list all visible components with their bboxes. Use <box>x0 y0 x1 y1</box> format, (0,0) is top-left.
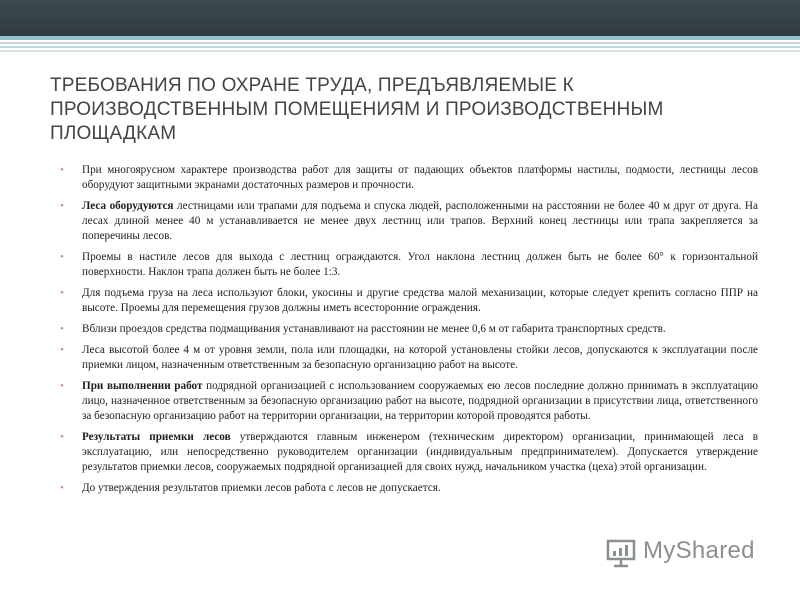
bullet-icon: • <box>60 164 64 176</box>
watermark-text: MyShared <box>643 537 755 564</box>
bullet-text: Проемы в настиле лесов для выхода с лестниц ограждаются. Угол наклона лестниц должен быть не более 60° к горизонтальной поверхности. Наклон трапа должен быть не более 1:3. <box>82 251 758 278</box>
header-bar <box>0 0 800 36</box>
bullet-bold-lead: Результаты приемки лесов <box>82 431 231 443</box>
stripe-accent <box>0 36 800 40</box>
list-item <box>58 430 758 475</box>
bullet-list <box>58 163 758 502</box>
bullet-bold-lead: Леса оборудуются <box>82 200 174 212</box>
bullet-icon: • <box>60 482 64 494</box>
stripe-light <box>0 42 800 44</box>
bullet-icon: • <box>60 431 64 443</box>
bullet-icon: • <box>60 251 64 263</box>
bullet-text: утверждаются главным инженером (техническим директором) организации, принимающей леса в эксплуатацию, или непосредственно руководителем организации (индивидуальным предпринимателем). Допускается утверждение результатов приемки лесов, сооружаемых подрядной организацией для своих нужд, начальником участка (цеха) этой организации. <box>82 431 758 473</box>
presentation-board-icon <box>605 537 637 569</box>
slide-title: ТРЕБОВАНИЯ ПО ОХРАНЕ ТРУДА, ПРЕДЪЯВЛЯЕМЫЕ К ПРОИЗВОДСТВЕННЫМ ПОМЕЩЕНИЯМ И ПРОИЗВОДСТВЕННЫМ ПЛОЩАДКАМ <box>50 75 664 144</box>
bullet-text: подрядной организацией с использованием сооружаемых ею лесов последние должно принимать в эксплуатацию лицо, назначенное ответственным за безопасную организацию работ на высоте, подрядной организации в присутствии лица, ответственного за безопасную организацию работ на территории организации, на территории которой проводятся работы. <box>82 380 758 422</box>
bullet-text: При многоярусном характере производства работ для защиты от падающих объектов платформы настилы, подмости, лестницы лесов оборудуют защитными экранами достаточных размеров и прочности. <box>82 164 758 191</box>
stripe-light <box>0 46 800 48</box>
bullet-icon: • <box>60 344 64 356</box>
bullet-icon: • <box>60 323 64 335</box>
list-item <box>58 163 758 193</box>
stripe-light <box>0 50 800 52</box>
bullet-icon: • <box>60 200 64 212</box>
bullet-text: Для подъема груза на леса используют блоки, укосины и другие средства малой механизации, которые следует крепить согласно ППР на высоте. Проемы для перемещения грузов должны иметь всесторонние ограждения. <box>82 287 758 314</box>
bullet-bold-lead: При выполнении работ <box>82 380 203 392</box>
bullet-text: лестницами или трапами для подъема и спуска людей, расположенными на расстоянии не более 40 м друг от друга. На лесах длиной менее 40 м устанавливается не менее двух лестниц или трапов. Верхний конец лестницы или трапа закрепляется за поперечины лесов. <box>82 200 758 242</box>
list-item <box>58 481 758 496</box>
bullet-icon: • <box>60 380 64 392</box>
header-stripes <box>0 36 800 58</box>
bullet-text: Леса высотой более 4 м от уровня земли, пола или площадки, на которой установлены стойки лесов, допускаются к эксплуатации после приемки лицом, назначенным ответственным за безопасную организацию работ на высоте. <box>82 344 758 371</box>
list-item <box>58 250 758 280</box>
list-item <box>58 322 758 337</box>
list-item <box>58 286 758 316</box>
bullet-text: Вблизи проездов средства подмащивания устанавливают на расстоянии не менее 0,6 м от габарита транспортных средств. <box>82 323 666 335</box>
bullet-icon: • <box>60 287 64 299</box>
bullet-text: До утверждения результатов приемки лесов работа с лесов не допускается. <box>82 482 441 494</box>
list-item <box>58 343 758 373</box>
list-item <box>58 379 758 424</box>
list-item <box>58 199 758 244</box>
myshared-logo <box>605 535 765 569</box>
